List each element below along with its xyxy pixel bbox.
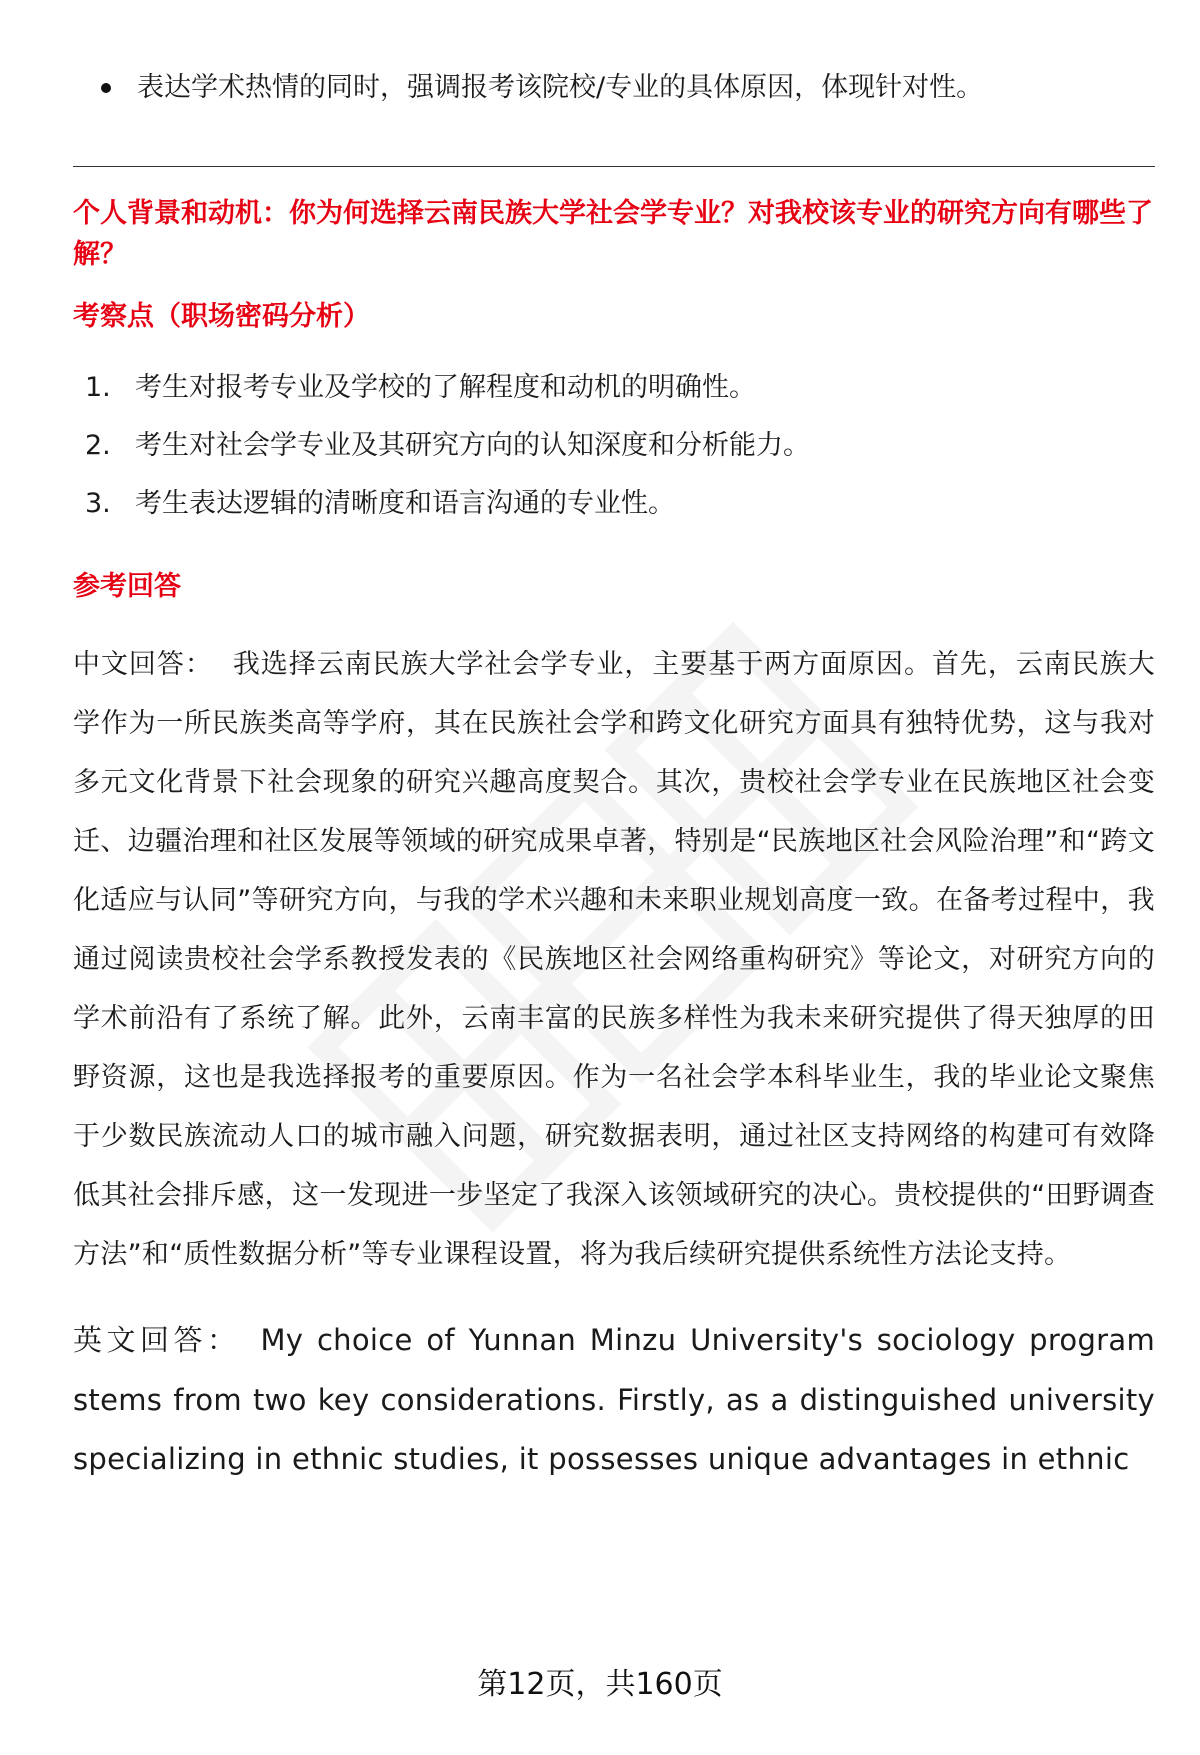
assessment-list — [73, 359, 1155, 533]
main-content — [73, 60, 1155, 1490]
english-answer-label: 英文回答： — [73, 1323, 241, 1357]
english-answer-text: My choice of Yunnan Minzu University's sociology program stems from two key considerations. Firstly, as a distinguished university specializing in ethnic studies, it possesses unique advantages in ethnic — [73, 1323, 1155, 1476]
list-text: 考生对报考专业及学校的了解程度和动机的明确性。 — [135, 372, 756, 403]
list-number: 2. — [85, 430, 111, 461]
assessment-heading: 考察点（职场密码分析） — [73, 301, 370, 332]
bullet-icon — [101, 83, 111, 93]
list-item — [73, 60, 1155, 116]
list-item — [73, 359, 1155, 417]
chinese-answer-label: 中文回答： — [73, 649, 213, 680]
list-number: 3. — [85, 488, 111, 519]
chinese-answer — [73, 635, 1155, 1284]
page-number: 第12页，共160页 — [477, 1667, 723, 1702]
list-text: 考生表达逻辑的清晰度和语言沟通的专业性。 — [135, 488, 675, 519]
reference-heading: 参考回答 — [73, 571, 181, 602]
question-title: 个人背景和动机：你为何选择云南民族大学社会学专业？对我校该专业的研究方向有哪些了解？ — [73, 198, 1153, 270]
list-text: 考生对社会学专业及其研究方向的认知深度和分析能力。 — [135, 430, 810, 461]
list-item — [73, 475, 1155, 533]
bullet-text: 表达学术热情的同时，强调报考该院校/专业的具体原因，体现针对性。 — [137, 72, 984, 103]
list-number: 1. — [85, 372, 111, 403]
english-answer — [73, 1311, 1155, 1490]
horizontal-divider — [73, 166, 1155, 167]
list-item — [73, 417, 1155, 475]
chinese-answer-text: 我选择云南民族大学社会学专业，主要基于两方面原因。首先，云南民族大学作为一所民族类高等学府，其在民族社会学和跨文化研究方面具有独特优势，这与我对多元文化背景下社会现象的研究兴趣高度契合。其次，贵校社会学专业在民族地区社会变迁、边疆治理和社区发展等领域的研究成果卓著，特别是“民族地区社会风险治理”和“跨文化适应与认同”等研究方向，与我的学术兴趣和未来职业规划高度一致。在备考过程中，我通过阅读贵校社会学系教授发表的《民族地区社会网络重构研究》等论文，对研究方向的学术前沿有了系统了解。此外，云南丰富的民族多样性为我未来研究提供了得天独厚的田野资源，这也是我选择报考的重要原因。作为一名社会学本科毕业生，我的毕业论文聚焦于少数民族流动人口的城市融入问题，研究数据表明，通过社区支持网络的构建可有效降低其社会排斥感，这一发现进一步坚定了我深入该领域研究的决心。贵校提供的“田野调查方法”和“质性数据分析”等专业课程设置，将为我后续研究提供系统性方法论支持。 — [73, 649, 1155, 1270]
